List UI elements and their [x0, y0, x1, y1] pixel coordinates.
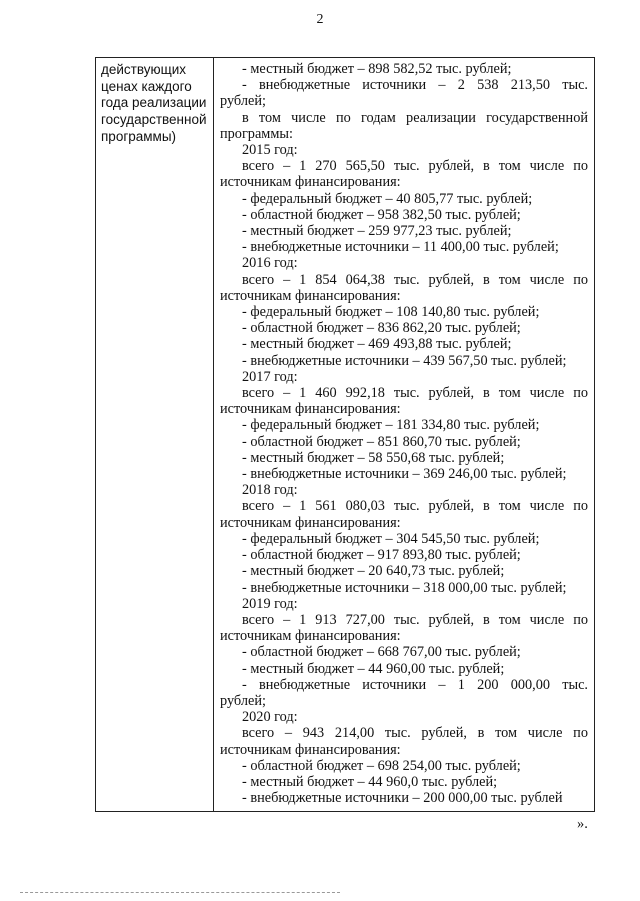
funding-line: - областной бюджет – 958 382,50 тыс. рублей; — [242, 206, 521, 223]
funding-line: 2019 год: — [242, 595, 298, 612]
funding-line: 2016 год: — [242, 255, 298, 272]
left-column-line: ценах каждого — [101, 78, 192, 94]
funding-line: - внебюджетные источники – 439 567,50 тыс. рублей; — [242, 352, 567, 369]
funding-line: - областной бюджет – 836 862,20 тыс. рублей; — [242, 320, 521, 337]
page-number: 2 — [316, 12, 324, 27]
funding-line: - местный бюджет – 58 550,68 тыс. рублей; — [242, 449, 505, 466]
funding-line: - местный бюджет – 469 493,88 тыс. рублей; — [242, 336, 512, 353]
funding-line: всего – 1 854 064,38 тыс. рублей, в том числе по — [242, 271, 588, 288]
funding-line: источникам финансирования: — [220, 741, 401, 758]
funding-line: программы: — [220, 125, 293, 142]
funding-line: 2018 год: — [242, 482, 298, 499]
funding-line: 2020 год: — [242, 709, 298, 726]
funding-line: - областной бюджет – 698 254,00 тыс. рублей; — [242, 757, 521, 774]
funding-line: источникам финансирования: — [220, 174, 401, 191]
funding-line: рублей; — [220, 93, 266, 110]
funding-line: всего – 1 561 080,03 тыс. рублей, в том числе по — [242, 498, 588, 515]
funding-line: в том числе по годам реализации государственной — [242, 109, 588, 126]
funding-line: всего – 1 913 727,00 тыс. рублей, в том числе по — [242, 611, 588, 628]
funding-line: - внебюджетные источники – 369 246,00 тыс. рублей; — [242, 466, 567, 483]
funding-line: - местный бюджет – 44 960,00 тыс. рублей; — [242, 660, 505, 677]
footer-rule — [20, 892, 340, 893]
funding-table — [95, 57, 595, 812]
left-column-line: действующих — [101, 62, 187, 77]
left-column-line: государственной — [101, 112, 207, 128]
left-column-line: программы) — [101, 128, 177, 144]
funding-line: - внебюджетные источники – 11 400,00 тыс. рублей; — [242, 239, 559, 256]
funding-line: - федеральный бюджет – 181 334,80 тыс. рублей; — [242, 417, 540, 434]
funding-line: всего – 1 460 992,18 тыс. рублей, в том числе по — [242, 385, 588, 402]
funding-line: источникам финансирования: — [220, 514, 401, 531]
funding-line: - федеральный бюджет – 304 545,50 тыс. рублей; — [242, 530, 540, 547]
funding-line: - федеральный бюджет – 40 805,77 тыс. рублей; — [242, 190, 533, 207]
funding-line: - внебюджетные источники – 1 200 000,00 тыс. — [242, 676, 588, 693]
funding-line: всего – 943 214,00 тыс. рублей, в том числе по — [242, 725, 588, 742]
funding-line: 2017 год: — [242, 368, 298, 385]
closing-quote: ». — [577, 816, 588, 832]
funding-line: источникам финансирования: — [220, 628, 401, 645]
funding-line: 2015 год: — [242, 142, 298, 159]
funding-line: - внебюджетные источники – 200 000,00 тыс. рублей — [242, 790, 563, 807]
funding-line: - областной бюджет – 668 767,00 тыс. рублей; — [242, 644, 521, 661]
funding-line: - внебюджетные источники – 318 000,00 тыс. рублей; — [242, 579, 567, 596]
funding-line: рублей; — [220, 692, 266, 709]
funding-line: - федеральный бюджет – 108 140,80 тыс. рублей; — [242, 304, 540, 321]
funding-line: источникам финансирования: — [220, 401, 401, 418]
funding-line: - областной бюджет – 851 860,70 тыс. рублей; — [242, 433, 521, 450]
funding-line: - внебюджетные источники – 2 538 213,50 тыс. — [242, 77, 588, 94]
table-right-column — [214, 58, 595, 811]
left-column-line: года реализации — [101, 95, 207, 111]
funding-line: источникам финансирования: — [220, 287, 401, 304]
funding-line: - местный бюджет – 898 582,52 тыс. рублей; — [242, 61, 512, 77]
funding-line: - местный бюджет – 44 960,0 тыс. рублей; — [242, 773, 498, 790]
funding-line: - местный бюджет – 259 977,23 тыс. рублей; — [242, 223, 512, 240]
funding-line: - областной бюджет – 917 893,80 тыс. рублей; — [242, 547, 521, 564]
table-left-column — [95, 58, 214, 811]
funding-line: - местный бюджет – 20 640,73 тыс. рублей; — [242, 563, 505, 580]
funding-line: всего – 1 270 565,50 тыс. рублей, в том числе по — [242, 158, 588, 175]
